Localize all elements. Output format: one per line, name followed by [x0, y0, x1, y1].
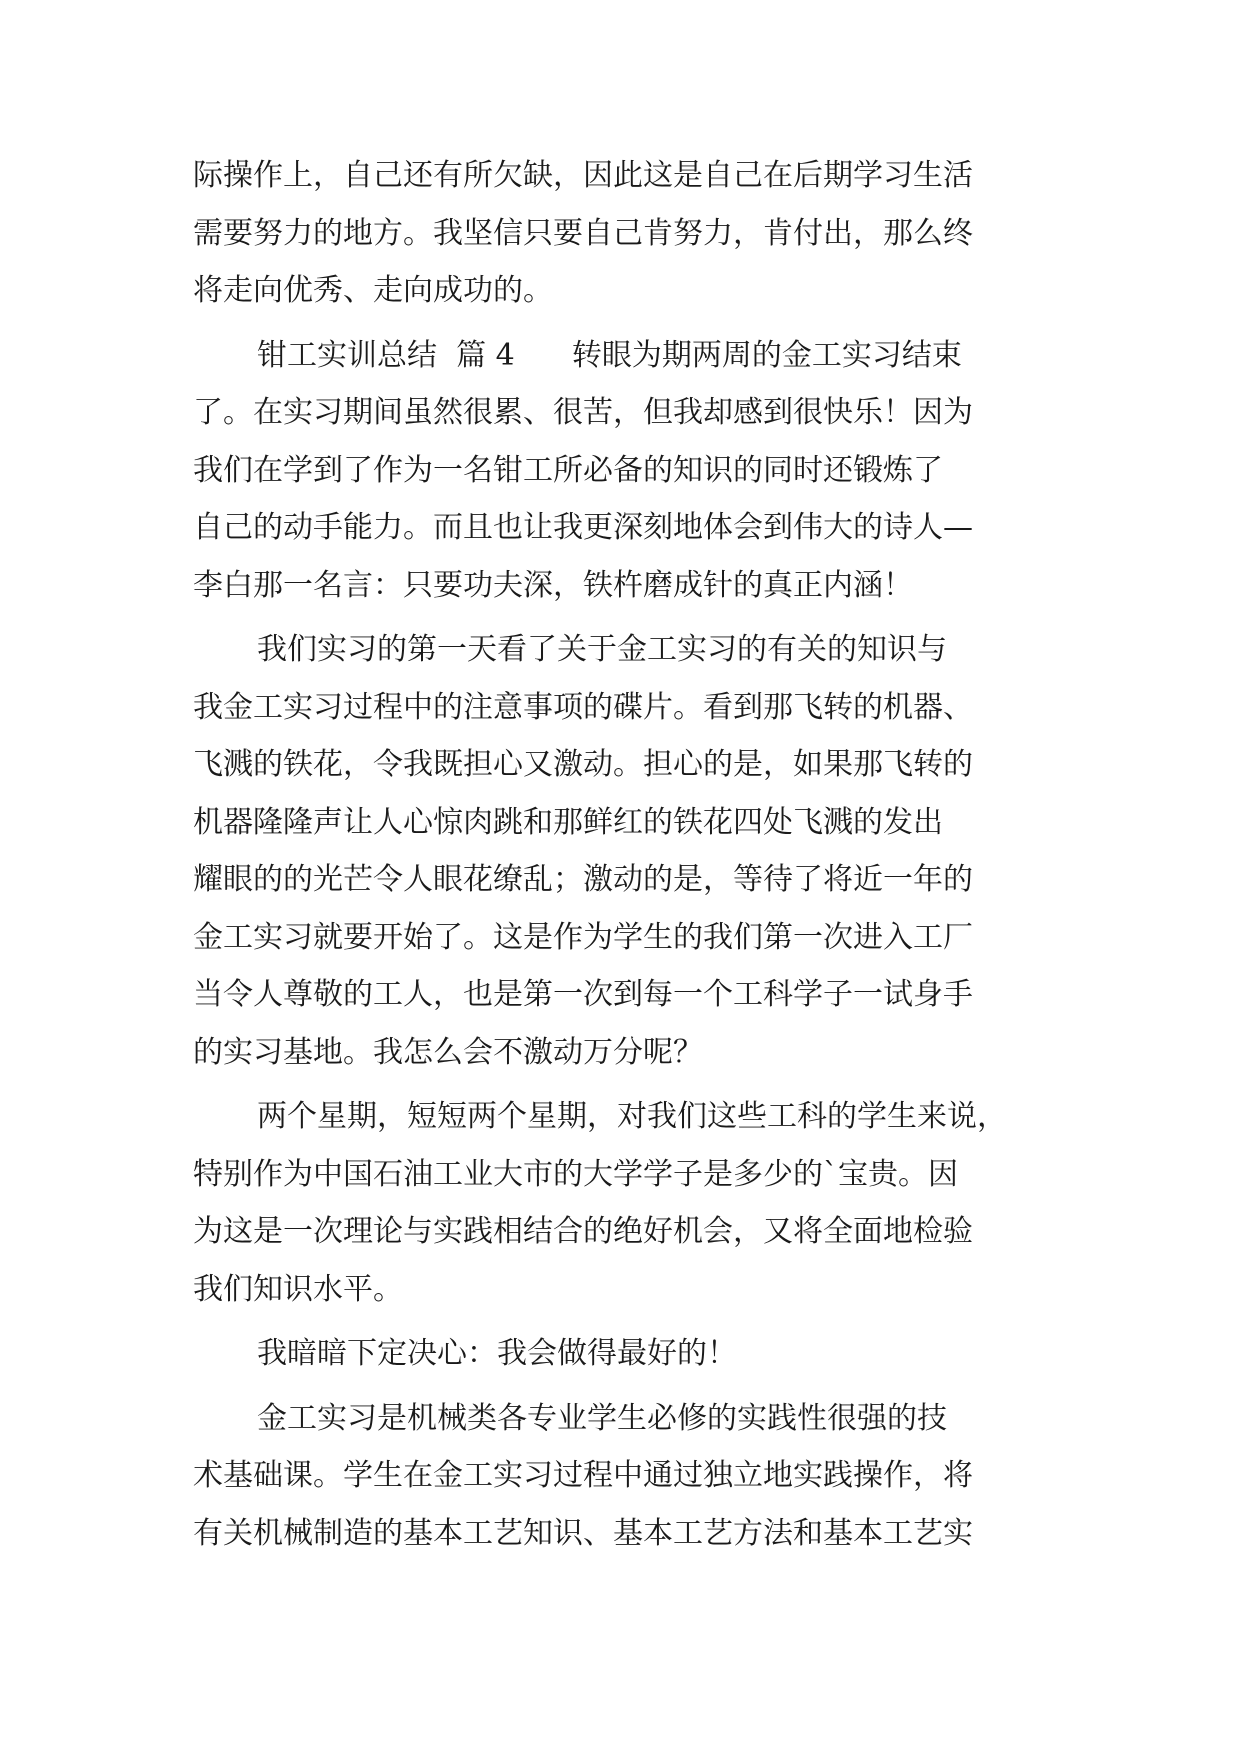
paragraph — [193, 147, 1053, 320]
paragraph — [193, 1088, 1053, 1318]
paragraph — [193, 1390, 1053, 1563]
document-body — [193, 147, 1053, 1562]
paragraph — [193, 621, 1053, 1081]
text-line: 金工实习就要开始了。这是作为学生的我们第一次进入工厂 — [193, 919, 973, 955]
text-line: 为这是一次理论与实践相结合的绝好机会，又将全面地检验 — [193, 1214, 973, 1249]
text-line: 将走向优秀、走向成功的。 — [193, 273, 553, 308]
text-line: 我们实习的第一天看了关于金工实习的有关的知识与 — [257, 632, 947, 667]
text-line: 两个星期，短短两个星期，对我们这些工科的学生来说， — [257, 1099, 1007, 1134]
text-line: 当令人尊敬的工人，也是第一次到每一个工科学子一试身手 — [193, 977, 973, 1012]
text-line: 了。在实习期间虽然很累、很苦，但我却感到很快乐！因为 — [193, 395, 973, 430]
text-line: 我们知识水平。 — [193, 1271, 403, 1307]
text-line: 飞溅的铁花，令我既担心又激动。担心的是，如果那飞转的 — [193, 747, 973, 782]
text-line: 特别作为中国石油工业大市的大学学子是多少的`宝贵。因 — [193, 1156, 958, 1192]
paragraph — [193, 1325, 1053, 1383]
text-line: 需要努力的地方。我坚信只要自己肯努力，肯付出，那么终 — [193, 215, 973, 251]
section-heading-line: 钳工实训总结 篇 4 转眼为期两周的金工实习结束 — [257, 337, 962, 373]
text-line: 金工实习是机械类各专业学生必修的实践性很强的技 — [257, 1400, 947, 1436]
text-line: 耀眼的的光芒令人眼花缭乱；激动的是，等待了将近一年的 — [193, 862, 973, 897]
text-line: 自己的动手能力。而且也让我更深刻地体会到伟大的诗人— — [193, 510, 973, 545]
text-line: 机器隆隆声让人心惊肉跳和那鲜红的铁花四处飞溅的发出 — [193, 804, 943, 840]
text-line: 李白那一名言：只要功夫深，铁杵磨成针的真正内涵！ — [193, 567, 913, 603]
text-line: 的实习基地。我怎么会不激动万分呢？ — [193, 1034, 703, 1070]
text-line: 我金工实习过程中的注意事项的碟片。看到那飞转的机器、 — [193, 689, 973, 725]
paragraph — [193, 327, 1053, 615]
text-line: 有关机械制造的基本工艺知识、基本工艺方法和基本工艺实 — [193, 1515, 973, 1551]
text-line: 术基础课。学生在金工实习过程中通过独立地实践操作，将 — [193, 1458, 973, 1493]
text-line: 我暗暗下定决心：我会做得最好的！ — [257, 1336, 737, 1371]
text-line: 际操作上，自己还有所欠缺，因此这是自己在后期学习生活 — [193, 158, 973, 193]
text-line: 我们在学到了作为一名钳工所必备的知识的同时还锻炼了 — [193, 452, 943, 488]
